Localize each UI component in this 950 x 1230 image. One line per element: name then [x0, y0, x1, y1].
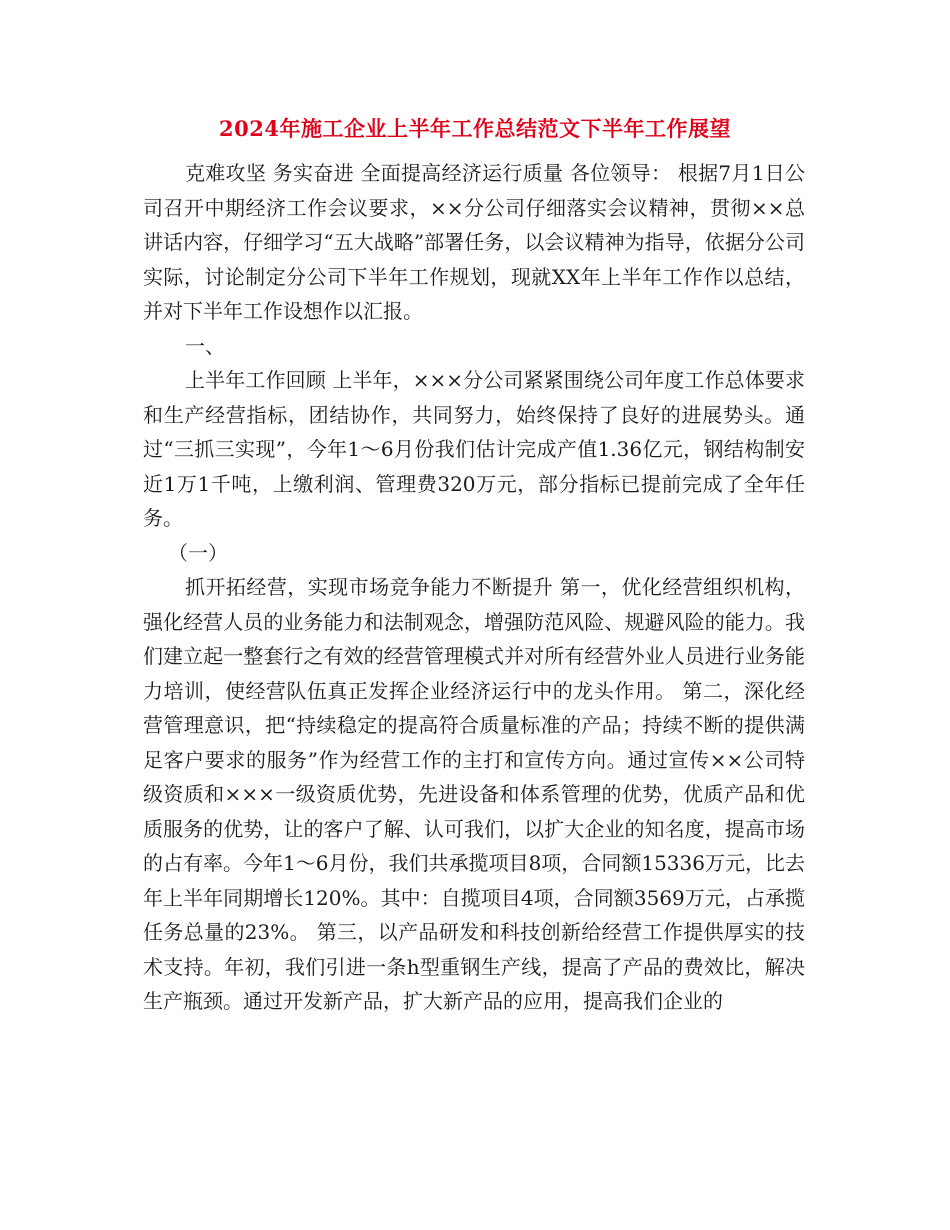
- intro-paragraph: 克难攻坚 务实奋进 全面提高经济运行质量 各位领导： 根据7月1日公司召开中期经济工作会议要求，××分公司仔细落实会议精神，贯彻××总讲话内容，仔细学习“五大战略”部署任务，以会议精神为指导，依据分公司实际，讨论制定分公司下半年工作规划，现就XX年上半年工作作以总结，并对下半年工作设想作以汇报。: [143, 161, 805, 323]
- document-body: [143, 156, 805, 1019]
- subsection-one-marker: （一）: [168, 540, 228, 565]
- market-paragraph: 抓开拓经营，实现市场竞争能力不断提升 第一，优化经营组织机构，强化经营人员的业务能力和法制观念，增强防范风险、规避风险的能力。我们建立起一整套行之有效的经营管理模式并对所有经营外业人员进行业务能力培训，使经营队伍真正发挥企业经济运行中的龙头作用。 第二，深化经营管理意识，把“持续稳定的提高符合质量标准的产品；持续不断的提供满足客户要求的服务”作为经营工作的主打和宣传方向。通过宣传××公司特级资质和×××一级资质优势，先进设备和体系管理的优势，优质产品和优质服务的优势，让的客户了解、认可我们，以扩大企业的知名度，提高市场的占有率。今年1～6月份，我们共承揽项目8项，合同额15336万元，比去年上半年同期增长120%。其中：自揽项目4项，合同额3569万元，占承揽任务总量的23%。 第三，以产品研发和科技创新给经营工作提供厚实的技术支持。年初，我们引进一条h型重钢生产线，提高了产品的费效比，解决生产瓶颈。通过开发新产品，扩大新产品的应用，提高我们企业的: [143, 575, 805, 1013]
- section-one-marker: 一、: [185, 333, 225, 358]
- document-title: 2024年施工企业上半年工作总结范文下半年工作展望: [219, 116, 731, 141]
- review-paragraph: 上半年工作回顾 上半年，×××分公司紧紧围绕公司年度工作总体要求和生产经营指标，团结协作，共同努力，始终保持了良好的进展势头。通过“三抓三实现”，今年1～6月份我们估计完成产值1.36亿元，钢结构制安近1万1千吨，上缴利润、管理费320万元，部分指标已提前完成了全年任务。: [143, 368, 805, 530]
